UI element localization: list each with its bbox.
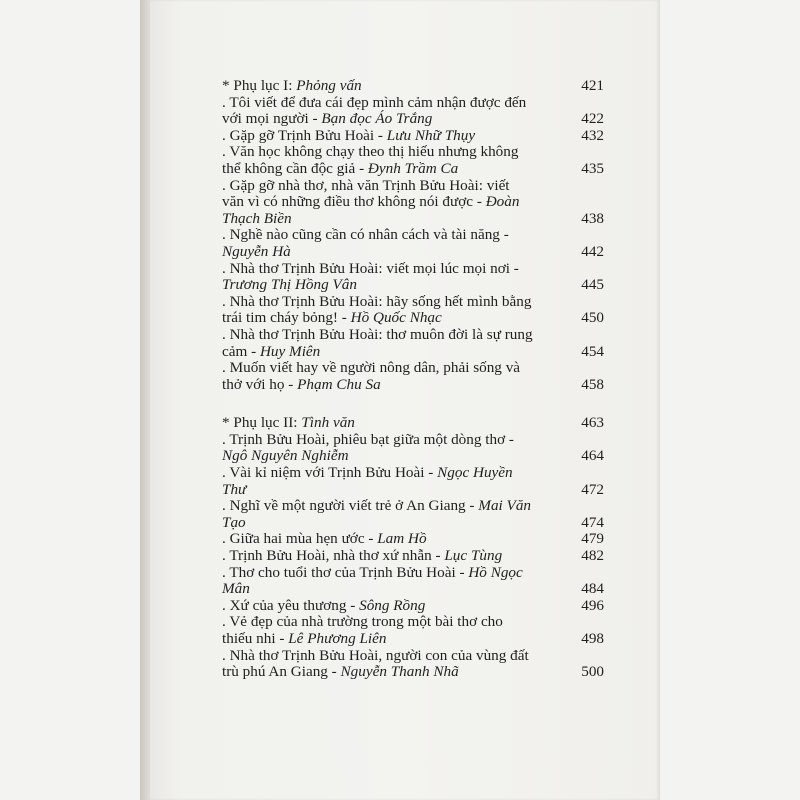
toc-entry-line — [222, 531, 552, 548]
toc-entry — [222, 227, 604, 260]
toc-entry — [222, 498, 604, 531]
toc-entry-text: . Trịnh Bửu Hoài, phiêu bạt giữa một dòng thơ - — [222, 430, 514, 448]
section-heading — [222, 415, 604, 432]
toc-entry-line — [222, 482, 552, 499]
toc-entry-line — [222, 581, 552, 598]
toc-entry — [222, 178, 604, 228]
toc-entry-page: 482 — [581, 547, 604, 565]
toc-entry-text: . Giữa hai mùa hẹn ước - — [222, 530, 378, 548]
toc-entry-page: 445 — [581, 276, 604, 294]
section-heading-prefix: * Phụ lục II: — [222, 414, 302, 432]
toc-entry-text: . Nghĩ về một người viết trẻ ở An Giang - — [222, 497, 479, 515]
toc-entry — [222, 648, 604, 681]
toc-entry — [222, 614, 604, 647]
toc-entry — [222, 294, 604, 327]
toc-entry-line — [222, 294, 552, 311]
toc-entry-line — [222, 648, 552, 665]
toc-entry-author: Phạm Chu Sa — [297, 375, 381, 393]
toc-entry-text: . Nhà thơ Trịnh Bửu Hoài, người con của vùng đất — [222, 646, 529, 664]
toc-entry-text: . Trịnh Bửu Hoài, nhà thơ xứ nhẫn - — [222, 547, 445, 565]
toc-entry-author: Thạch Biền — [222, 209, 292, 227]
toc-entry — [222, 432, 604, 465]
toc-entry-page: 432 — [581, 126, 604, 144]
toc-entry-text: thiếu nhi - — [222, 630, 289, 647]
toc-entry-author: Hồ Quốc Nhạc — [350, 309, 442, 327]
toc-entry-page: 438 — [581, 209, 604, 227]
toc-entry — [222, 598, 604, 615]
toc-entry-text: . Tôi viết để đưa cái đẹp mình cảm nhận được đến — [222, 93, 527, 111]
toc-entry-page: 442 — [581, 242, 604, 260]
toc-entry-text: . Nhà thơ Trịnh Bửu Hoài: thơ muôn đời là sự rung — [222, 325, 533, 343]
toc-entry-text: . Muốn viết hay về người nông dân, phải sống và — [222, 359, 521, 377]
toc-entry-text: trái tim cháy bỏng! - — [222, 309, 351, 327]
toc-entry-text: . Gặp gỡ nhà thơ, nhà văn Trịnh Bửu Hoài: viết — [222, 176, 510, 194]
toc-entry-line — [222, 128, 552, 145]
toc-entry-line — [222, 227, 552, 244]
toc-entry-page: 479 — [581, 530, 604, 548]
toc-entry-author: Thư — [222, 480, 247, 498]
toc-entry-page: 458 — [581, 375, 604, 393]
toc-entry-text: thở với họ - — [222, 375, 298, 393]
toc-entry — [222, 144, 604, 177]
toc-entry-page: 464 — [581, 447, 604, 465]
toc-entry-text: thể không cần độc giả - — [222, 159, 368, 177]
toc-entry-text: văn vì có những điều thơ không nói được - — [222, 193, 486, 211]
toc-entry — [222, 261, 604, 294]
toc-entry-author: Sông Rồng — [359, 596, 426, 614]
toc-entry-text: . Nghề nào cũng cần có nhân cách và tài năng - — [222, 226, 509, 244]
table-of-contents — [222, 78, 604, 681]
toc-entry-text: . Xứ của yêu thương - — [222, 596, 360, 614]
toc-entry-author: Ngô Nguyên Nghiễm — [222, 447, 349, 465]
toc-entry-line — [222, 598, 552, 615]
toc-entry-line — [222, 194, 552, 211]
toc-entry-text: . Vài kỉ niệm với Trịnh Bửu Hoài - — [222, 464, 438, 482]
toc-entry-page: 498 — [581, 630, 604, 647]
toc-entry-page: 472 — [581, 480, 604, 498]
toc-entry-line — [222, 244, 552, 261]
section-heading-line — [222, 78, 552, 95]
toc-entry-author: Đynh Trầm Ca — [367, 159, 459, 177]
toc-entry-line — [222, 211, 552, 228]
toc-entry — [222, 128, 604, 145]
toc-entry-page: 500 — [581, 663, 604, 681]
toc-entry-author: Đoàn — [485, 193, 520, 211]
toc-entry-line — [222, 327, 552, 344]
toc-entry-page: 484 — [581, 580, 604, 598]
toc-entry-line — [222, 310, 552, 327]
toc-entry — [222, 548, 604, 565]
toc-entry-author: Huy Miên — [259, 342, 321, 360]
toc-entry-author: Lục Tùng — [444, 547, 503, 565]
toc-entry-text: . Văn học không chạy theo thị hiếu nhưng không — [222, 143, 519, 161]
toc-entry-author: Mân — [222, 580, 250, 598]
toc-entry-line — [222, 161, 552, 178]
toc-entry-line — [222, 664, 552, 681]
toc-entry-page: 422 — [581, 110, 604, 128]
toc-entry-line — [222, 515, 552, 532]
toc-entry-author: Mai Văn — [478, 497, 532, 515]
toc-entry — [222, 531, 604, 548]
toc-entry-page: 454 — [581, 342, 604, 360]
toc-entry-line — [222, 377, 552, 394]
toc-entry-line — [222, 277, 552, 294]
toc-entry-line — [222, 432, 552, 449]
section-heading-line — [222, 415, 552, 432]
toc-entry-line — [222, 360, 552, 377]
toc-entry-text: . Thơ cho tuổi thơ của Trịnh Bửu Hoài - — [222, 563, 469, 581]
section-gap — [222, 393, 604, 415]
toc-entry-text: . Nhà thơ Trịnh Bửu Hoài: viết mọi lúc mọi nơi - — [222, 259, 519, 277]
toc-entry-line — [222, 144, 552, 161]
toc-entry-author: Lê Phương Liên — [288, 630, 387, 647]
toc-entry-author: Lam Hồ — [377, 530, 427, 548]
toc-entry-author: Tạo — [222, 513, 246, 531]
toc-entry-author: Nguyễn Hà — [222, 242, 291, 260]
toc-entry — [222, 327, 604, 360]
toc-entry-text: . Vẻ đẹp của nhà trường trong một bài thơ cho — [222, 613, 503, 631]
toc-entry-line — [222, 565, 552, 582]
section-heading-page: 463 — [581, 414, 604, 432]
section-heading-page: 421 — [581, 77, 604, 94]
toc-entry — [222, 95, 604, 128]
toc-entry-author: Lưu Nhữ Thụy — [386, 126, 476, 144]
toc-entry-line — [222, 448, 552, 465]
toc-entry — [222, 565, 604, 598]
toc-entry-author: Bạn đọc Áo Trắng — [321, 110, 433, 128]
toc-entry-line — [222, 614, 552, 631]
toc-entry-page: 474 — [581, 513, 604, 531]
toc-entry-text: cảm - — [222, 342, 260, 360]
toc-entry-author: Trương Thị Hồng Vân — [222, 276, 357, 294]
section-heading-title: Phỏng vấn — [296, 77, 362, 94]
toc-entry-text: với mọi người - — [222, 110, 322, 128]
toc-entry-line — [222, 261, 552, 278]
toc-entry-line — [222, 178, 552, 195]
toc-entry-page: 435 — [581, 159, 604, 177]
toc-entry-line — [222, 465, 552, 482]
toc-entry — [222, 465, 604, 498]
toc-entry-line — [222, 631, 552, 648]
toc-entry-author: Ngọc Huyền — [437, 464, 513, 482]
toc-entry — [222, 360, 604, 393]
section-heading-title: Tình văn — [301, 414, 355, 432]
toc-entry-line — [222, 111, 552, 128]
section-heading-prefix: * Phụ lục I: — [222, 77, 297, 94]
page-margin-right — [660, 0, 800, 800]
toc-entry-page: 450 — [581, 309, 604, 327]
toc-entry-line — [222, 498, 552, 515]
toc-entry-line — [222, 344, 552, 361]
toc-entry-author: Nguyễn Thanh Nhã — [340, 663, 459, 681]
toc-entry-text: trù phú An Giang - — [222, 663, 341, 681]
toc-entry-text: . Nhà thơ Trịnh Bửu Hoài: hãy sống hết mình bằng — [222, 292, 532, 310]
toc-entry-author: Hồ Ngọc — [468, 563, 523, 581]
toc-entry-text: . Gặp gỡ Trịnh Bửu Hoài - — [222, 126, 387, 144]
toc-entry-line — [222, 95, 552, 112]
toc-entry-line — [222, 548, 552, 565]
toc-entry-page: 496 — [581, 596, 604, 614]
section-heading — [222, 78, 604, 95]
